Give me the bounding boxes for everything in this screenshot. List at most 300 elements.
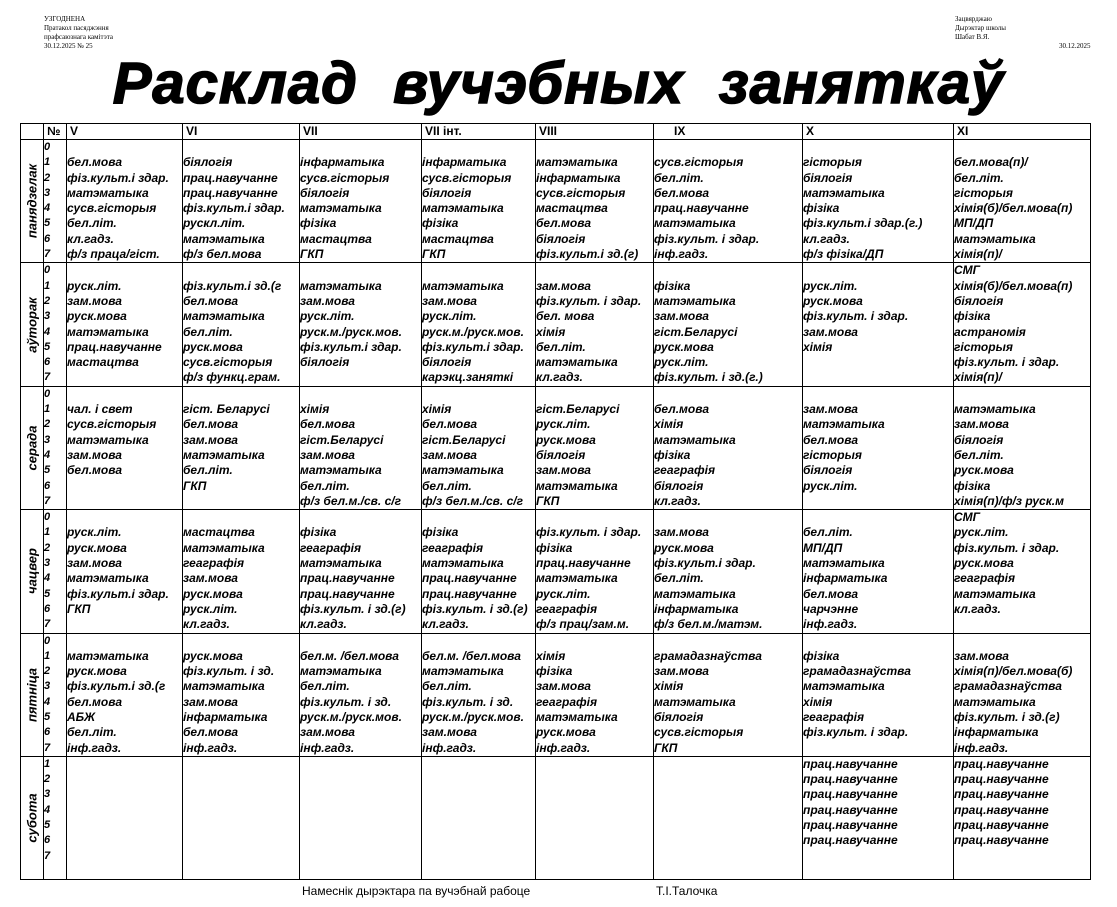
lesson-subject: прац.навучанне bbox=[300, 586, 395, 601]
lesson-subject: інф.гадз. bbox=[954, 740, 1009, 755]
lesson-subject: біялогія bbox=[954, 432, 1004, 447]
lesson-subject: матэматыка bbox=[954, 402, 1036, 417]
class-cell bbox=[803, 633, 954, 756]
class-cell bbox=[654, 756, 803, 879]
lesson-subject: матэматыка bbox=[654, 432, 736, 447]
lesson-subject: зам.мова bbox=[422, 447, 477, 462]
lesson-subject: фіз.культ.і здар. bbox=[67, 170, 169, 185]
lesson-number: 6 bbox=[44, 356, 51, 369]
lesson-subject: руск.літ. bbox=[954, 525, 1009, 540]
lesson-subject: ГКП bbox=[183, 478, 207, 493]
lesson-subject: бел.м. /бел.мова bbox=[422, 648, 521, 663]
lesson-subject: фіз.культ.і зд.(г bbox=[183, 278, 282, 293]
lesson-number: 1 bbox=[44, 649, 51, 662]
lesson-number: 6 bbox=[44, 479, 51, 492]
lesson-subject: бел.літ. bbox=[422, 478, 472, 493]
lesson-subject: хімія(п)/ф/з руск.м bbox=[954, 493, 1065, 508]
lesson-subject: гіст.Беларусі bbox=[300, 432, 384, 447]
lesson-subject: руск.літ. bbox=[536, 417, 591, 432]
lesson-number: 4 bbox=[44, 572, 51, 585]
approval-line: УЗГОДНЕНА bbox=[44, 15, 86, 23]
lesson-subject: інфарматыка bbox=[422, 155, 507, 170]
lesson-subject: мастацтва bbox=[183, 525, 255, 540]
lesson-numbers bbox=[44, 756, 67, 879]
lesson-subject: гісторыя bbox=[954, 339, 1013, 354]
lesson-subject: хімія bbox=[654, 417, 684, 432]
lesson-subject: фіз.культ. і здар. bbox=[954, 540, 1060, 555]
lesson-subject: руск.літ. bbox=[67, 278, 122, 293]
lesson-subject bbox=[67, 803, 182, 818]
lesson-subject bbox=[954, 387, 1090, 402]
lesson-subject: зам.мова bbox=[803, 402, 858, 417]
lesson-subject: руск.літ. bbox=[536, 586, 591, 601]
lesson-subject: фізіка bbox=[954, 309, 991, 324]
lesson-subject: матэматыка bbox=[300, 556, 382, 571]
lesson-subject: матэматыка bbox=[954, 694, 1036, 709]
confirmation-block bbox=[955, 15, 1006, 42]
lesson-subject: біялогія bbox=[954, 293, 1004, 308]
lesson-subject: фізіка bbox=[300, 216, 337, 231]
lesson-subject: бел.літ. bbox=[536, 339, 586, 354]
lesson-number: 0 bbox=[44, 634, 51, 647]
lesson-subject: фізіка bbox=[654, 447, 691, 462]
class-cell bbox=[654, 386, 803, 509]
lesson-number: 7 bbox=[44, 494, 51, 507]
lesson-subject bbox=[422, 510, 535, 525]
lesson-subject: геаграфія bbox=[803, 709, 865, 724]
lesson-subject bbox=[954, 634, 1090, 649]
lesson-subject: руск.мова bbox=[536, 432, 596, 447]
lesson-subject: руск.м./руск.мов. bbox=[422, 324, 524, 339]
class-cell bbox=[183, 386, 300, 509]
class-cell bbox=[422, 386, 536, 509]
lesson-subject: руск.мова bbox=[183, 586, 243, 601]
lesson-subject: матэматыка bbox=[300, 278, 382, 293]
lesson-subject: зам.мова bbox=[654, 664, 709, 679]
lesson-subject: матэматыка bbox=[183, 447, 265, 462]
class-cell bbox=[67, 386, 183, 509]
lesson-subject: руск.літ. bbox=[803, 278, 858, 293]
lesson-subject bbox=[654, 387, 802, 402]
lesson-subject: фіз.культ.і зд.(г bbox=[67, 679, 166, 694]
confirmation-line: Дырэктар школы bbox=[955, 24, 1007, 32]
lesson-subject: матэматыка bbox=[300, 463, 382, 478]
lesson-subject bbox=[654, 772, 802, 787]
lesson-subject bbox=[422, 818, 535, 833]
lesson-subject bbox=[803, 741, 953, 756]
lesson-subject: матэматыка bbox=[954, 231, 1036, 246]
lesson-subject: чарчэнне bbox=[803, 601, 859, 616]
lesson-subject: інф.гадз. bbox=[654, 247, 709, 262]
lesson-subject bbox=[803, 494, 953, 509]
lesson-subject bbox=[300, 140, 421, 155]
lesson-subject bbox=[300, 803, 421, 818]
lesson-subject: бел.літ. bbox=[654, 170, 704, 185]
class-cell bbox=[67, 633, 183, 756]
lesson-subject: бел.мова bbox=[67, 463, 123, 478]
lesson-subject: матэматыка bbox=[422, 664, 504, 679]
lesson-subject: біялогія bbox=[300, 355, 350, 370]
lesson-subject: гісторыя bbox=[803, 447, 862, 462]
lesson-subject: гіст.Беларусі bbox=[422, 432, 506, 447]
class-cell bbox=[803, 140, 954, 263]
lesson-subject: фіз.культ. і зд. bbox=[183, 664, 275, 679]
lesson-subject: грамадазнаўства bbox=[654, 648, 762, 663]
lesson-number: 2 bbox=[44, 773, 51, 786]
lesson-subject: зам.мова bbox=[422, 293, 477, 308]
lesson-subject bbox=[300, 772, 421, 787]
lesson-subject bbox=[67, 757, 182, 772]
lesson-subject bbox=[803, 849, 953, 864]
day-cell bbox=[21, 510, 44, 633]
lesson-number: 3 bbox=[44, 186, 51, 199]
lesson-subject: інф.гадз. bbox=[536, 740, 591, 755]
lesson-subject: зам.мова bbox=[954, 417, 1009, 432]
lesson-subject bbox=[803, 263, 953, 278]
class-cell bbox=[67, 140, 183, 263]
lesson-subject bbox=[536, 803, 653, 818]
class-cell bbox=[183, 633, 300, 756]
lesson-number: 1 bbox=[44, 757, 51, 770]
lesson-subject: інф.гадз. bbox=[183, 740, 238, 755]
lesson-subject: зам.мова bbox=[654, 309, 709, 324]
lesson-subject bbox=[536, 818, 653, 833]
lesson-number: 0 bbox=[44, 387, 51, 400]
lesson-subject bbox=[654, 833, 802, 848]
lesson-subject bbox=[803, 634, 953, 649]
class-cell bbox=[954, 510, 1091, 633]
lesson-subject bbox=[536, 849, 653, 864]
lesson-subject: бел.мова bbox=[67, 155, 123, 170]
lesson-subject: зам.мова bbox=[954, 648, 1009, 663]
lesson-subject: фізіка bbox=[536, 540, 573, 555]
lesson-subject: зам.мова bbox=[183, 571, 238, 586]
lesson-subject: прац.навучанне bbox=[954, 772, 1049, 787]
lesson-subject: сусв.гісторыя bbox=[67, 417, 157, 432]
lesson-subject bbox=[654, 634, 802, 649]
lesson-subject bbox=[67, 772, 182, 787]
lesson-subject: бел.мова bbox=[803, 432, 859, 447]
day-row bbox=[21, 633, 1091, 756]
lesson-subject: геаграфія bbox=[422, 540, 484, 555]
lesson-subject bbox=[300, 787, 421, 802]
lesson-number: 2 bbox=[44, 171, 51, 184]
lesson-subject bbox=[422, 263, 535, 278]
lesson-subject bbox=[954, 864, 1090, 879]
lesson-subject: бел.літ. bbox=[300, 679, 350, 694]
lesson-subject: прац.навучанне bbox=[183, 185, 278, 200]
lesson-subject: хімія(п)/бел.мова(б) bbox=[954, 664, 1073, 679]
lesson-subject bbox=[954, 140, 1090, 155]
lesson-subject: матэматыка bbox=[803, 417, 885, 432]
lesson-subject: матэматыка bbox=[536, 478, 618, 493]
lesson-subject bbox=[183, 849, 299, 864]
class-cell bbox=[954, 756, 1091, 879]
column-header: IX bbox=[654, 124, 803, 140]
lesson-subject: ф/з бел.м./св. с/г bbox=[300, 493, 402, 508]
class-cell bbox=[183, 140, 300, 263]
class-cell bbox=[654, 633, 803, 756]
lesson-number: 5 bbox=[44, 587, 51, 600]
page-title: Расклад вучэбных заняткаў bbox=[112, 51, 1005, 116]
lesson-subject: хімія bbox=[422, 402, 452, 417]
lesson-subject: бел.мова bbox=[183, 725, 239, 740]
lesson-subject: геаграфія bbox=[536, 694, 598, 709]
lesson-subject: ГКП bbox=[67, 601, 91, 616]
lesson-subject: зам.мова bbox=[67, 447, 122, 462]
lesson-subject: зам.мова bbox=[67, 293, 122, 308]
lesson-subject: ф/з прац/зам.м. bbox=[536, 617, 630, 632]
class-cell bbox=[422, 140, 536, 263]
lesson-subject: фізіка bbox=[422, 525, 459, 540]
column-header: VII bbox=[300, 124, 422, 140]
lesson-subject: руск.літ. bbox=[654, 355, 709, 370]
lesson-subject bbox=[422, 757, 535, 772]
day-name: субота bbox=[24, 793, 40, 843]
lesson-subject bbox=[183, 263, 299, 278]
lesson-subject: інфарматыка bbox=[803, 571, 888, 586]
lesson-subject bbox=[67, 387, 182, 402]
lesson-subject bbox=[67, 140, 182, 155]
lesson-subject bbox=[67, 634, 182, 649]
lesson-subject: руск.мова bbox=[183, 648, 243, 663]
lesson-subject: бел.мова bbox=[183, 417, 239, 432]
lesson-subject: зам.мова bbox=[536, 679, 591, 694]
lesson-number: 1 bbox=[44, 526, 51, 539]
lesson-subject: карэкц.заняткі bbox=[422, 370, 514, 385]
lesson-number: 4 bbox=[44, 325, 51, 338]
day-name: пятніца bbox=[24, 667, 40, 722]
lesson-subject: прац.навучанне bbox=[954, 756, 1049, 771]
column-header: VI bbox=[183, 124, 300, 140]
lesson-subject: руск.мова bbox=[67, 540, 127, 555]
lesson-subject: матэматыка bbox=[536, 355, 618, 370]
lesson-subject: хімія bbox=[536, 324, 566, 339]
lesson-subject: кл.гадз. bbox=[300, 617, 347, 632]
lesson-subject bbox=[536, 387, 653, 402]
class-cell bbox=[536, 263, 654, 386]
lesson-subject: прац.навучанне bbox=[954, 833, 1049, 848]
lesson-subject: зам.мова bbox=[300, 293, 355, 308]
lesson-subject: фізіка bbox=[536, 664, 573, 679]
lesson-subject: рускл.літ. bbox=[183, 216, 246, 231]
class-cell bbox=[300, 140, 422, 263]
lesson-subject: матэматыка bbox=[536, 571, 618, 586]
lesson-subject: фіз.культ.і зд.(г) bbox=[536, 247, 639, 262]
lesson-subject: прац.навучанне bbox=[954, 818, 1049, 833]
lesson-subject bbox=[67, 370, 182, 385]
lesson-number: 4 bbox=[44, 448, 51, 461]
lesson-number: 2 bbox=[44, 294, 51, 307]
lesson-subject: мастацтва bbox=[300, 231, 372, 246]
lesson-subject bbox=[422, 140, 535, 155]
lesson-subject: ГКП bbox=[654, 740, 678, 755]
lesson-subject: матэматыка bbox=[67, 432, 149, 447]
day-cell bbox=[21, 263, 44, 386]
lesson-subject: бел.літ. bbox=[422, 679, 472, 694]
lesson-subject bbox=[300, 634, 421, 649]
lesson-subject: гісторыя bbox=[803, 155, 862, 170]
lesson-subject: біялогія bbox=[803, 170, 853, 185]
lesson-subject: інфарматыка bbox=[183, 709, 268, 724]
class-cell bbox=[536, 756, 654, 879]
lesson-subject: руск.м./руск.мов. bbox=[300, 324, 402, 339]
lesson-subject: кл.гадз. bbox=[422, 617, 469, 632]
day-name: серада bbox=[24, 425, 40, 471]
lesson-subject bbox=[183, 494, 299, 509]
class-cell bbox=[803, 263, 954, 386]
lesson-subject bbox=[67, 787, 182, 802]
lesson-subject: матэматыка bbox=[536, 709, 618, 724]
lesson-subject bbox=[654, 787, 802, 802]
lesson-subject: біялогія bbox=[183, 155, 233, 170]
lesson-subject: бел.літ. bbox=[654, 571, 704, 586]
column-header: X bbox=[803, 124, 954, 140]
class-cell bbox=[67, 263, 183, 386]
class-cell bbox=[654, 263, 803, 386]
lesson-number: 0 bbox=[44, 511, 51, 524]
lesson-subject: хімія(п)/ bbox=[954, 370, 1002, 385]
lesson-subject: біялогія bbox=[536, 231, 586, 246]
lesson-subject: прац.навучанне bbox=[803, 772, 898, 787]
lesson-subject: прац.навучанне bbox=[954, 802, 1049, 817]
lesson-subject: прац.навучанне bbox=[422, 586, 517, 601]
lesson-subject: матэматыка bbox=[803, 185, 885, 200]
lesson-subject bbox=[67, 510, 182, 525]
lesson-subject: кл.гадз. bbox=[183, 617, 230, 632]
lesson-subject: біялогія bbox=[422, 185, 472, 200]
confirmation-line: Шабат В.Я. bbox=[955, 33, 990, 41]
lesson-subject: фіз.культ. і здар. bbox=[536, 293, 642, 308]
lesson-subject bbox=[422, 849, 535, 864]
lesson-subject: матэматыка bbox=[654, 586, 736, 601]
lesson-subject bbox=[536, 864, 653, 879]
class-cell bbox=[536, 633, 654, 756]
lesson-subject: біялогія bbox=[654, 709, 704, 724]
lesson-subject: фіз.культ. і здар. bbox=[654, 231, 760, 246]
lesson-subject bbox=[67, 818, 182, 833]
lesson-number: 1 bbox=[44, 156, 51, 169]
lesson-subject: руск.мова bbox=[803, 293, 863, 308]
lesson-subject: зам.мова bbox=[536, 278, 591, 293]
signature-name: Т.І.Талочка bbox=[656, 884, 718, 898]
lesson-subject: хімія bbox=[654, 679, 684, 694]
lesson-subject: бел.мова bbox=[654, 402, 710, 417]
lesson-number: 7 bbox=[44, 741, 51, 754]
lesson-subject: руск.мова bbox=[654, 540, 714, 555]
lesson-subject: ф/з працa/гіст. bbox=[67, 247, 160, 262]
lesson-subject: матэматыка bbox=[300, 664, 382, 679]
lesson-subject: СМГ bbox=[954, 263, 981, 278]
lesson-subject bbox=[67, 263, 182, 278]
lesson-subject: руск.мова bbox=[67, 664, 127, 679]
lesson-subject: ГКП bbox=[300, 247, 324, 262]
lesson-subject: прац.навучанне bbox=[300, 571, 395, 586]
lesson-subject: гісторыя bbox=[954, 185, 1013, 200]
lesson-subject: кл.гадз. bbox=[536, 370, 583, 385]
lesson-number: 7 bbox=[44, 849, 51, 862]
lesson-subject: кл.гадз. bbox=[954, 601, 1001, 616]
lesson-number: 1 bbox=[44, 279, 51, 292]
lesson-subject: матэматыка bbox=[67, 648, 149, 663]
lesson-number: 5 bbox=[44, 710, 51, 723]
lesson-subject: фізіка bbox=[300, 525, 337, 540]
lesson-subject: бел.літ. bbox=[183, 463, 233, 478]
lesson-subject: сусв.гісторыя bbox=[654, 155, 744, 170]
schedule-body bbox=[21, 140, 1091, 880]
class-cell bbox=[300, 510, 422, 633]
lesson-number: 3 bbox=[44, 680, 51, 693]
lesson-subject: фіз.культ. і зд.(г) bbox=[300, 601, 406, 616]
lesson-subject: фізіка bbox=[654, 278, 691, 293]
lesson-subject: гіст.Беларусі bbox=[536, 402, 620, 417]
lesson-subject: руск.м./руск.мов. bbox=[422, 709, 524, 724]
day-row bbox=[21, 756, 1091, 879]
lesson-subject: ф/з бел.мова bbox=[183, 247, 262, 262]
lesson-subject bbox=[67, 617, 182, 632]
class-cell bbox=[536, 386, 654, 509]
lesson-subject bbox=[536, 787, 653, 802]
day-cell bbox=[21, 756, 44, 879]
lesson-subject bbox=[654, 818, 802, 833]
lesson-subject: матэматыка bbox=[654, 694, 736, 709]
lesson-subject bbox=[654, 803, 802, 818]
class-cell bbox=[183, 263, 300, 386]
lesson-subject: прац.навучанне bbox=[183, 170, 278, 185]
lesson-subject bbox=[300, 510, 421, 525]
lesson-subject bbox=[183, 634, 299, 649]
lesson-subject: фіз.культ.і здар. bbox=[183, 201, 285, 216]
lesson-subject bbox=[422, 772, 535, 787]
lesson-subject: фіз.культ.і здар. bbox=[300, 339, 402, 354]
lesson-subject: бел. мова bbox=[536, 309, 595, 324]
lesson-subject: кл.гадз. bbox=[654, 493, 701, 508]
lesson-subject bbox=[300, 370, 421, 385]
lesson-subject: МП/ДП bbox=[803, 540, 843, 555]
lesson-subject bbox=[300, 263, 421, 278]
lesson-subject: фіз.культ. і здар. bbox=[803, 725, 909, 740]
lesson-subject: інфарматыка bbox=[536, 170, 621, 185]
signature-title: Намеснік дырэктара па вучэбнай рабоце bbox=[302, 884, 531, 898]
lesson-subject: руск.м./руск.мов. bbox=[300, 709, 402, 724]
lesson-subject bbox=[67, 849, 182, 864]
lesson-subject: руск.мова bbox=[536, 725, 596, 740]
class-cell bbox=[654, 510, 803, 633]
lesson-subject: матэматыка bbox=[67, 571, 149, 586]
lesson-subject: геаграфія bbox=[536, 601, 598, 616]
lesson-subject bbox=[654, 510, 802, 525]
lesson-subject bbox=[183, 803, 299, 818]
lesson-subject: зам.мова bbox=[183, 432, 238, 447]
lesson-subject: хімія(б)/бел.мова(п) bbox=[954, 278, 1073, 293]
class-cell bbox=[803, 386, 954, 509]
lesson-numbers bbox=[44, 140, 67, 263]
lesson-subject bbox=[300, 849, 421, 864]
lesson-subject: мастацтва bbox=[536, 201, 608, 216]
lesson-subject: СМГ bbox=[954, 510, 981, 525]
lesson-subject: біялогія bbox=[422, 355, 472, 370]
lesson-subject: матэматыка bbox=[422, 278, 504, 293]
class-cell bbox=[422, 756, 536, 879]
class-cell bbox=[803, 510, 954, 633]
lesson-subject: матэматыка bbox=[654, 216, 736, 231]
lesson-subject bbox=[183, 387, 299, 402]
lesson-subject: бел.літ. bbox=[954, 447, 1004, 462]
lesson-subject: матэматыка bbox=[954, 586, 1036, 601]
lesson-subject bbox=[803, 510, 953, 525]
lesson-subject bbox=[300, 818, 421, 833]
day-cell bbox=[21, 633, 44, 756]
